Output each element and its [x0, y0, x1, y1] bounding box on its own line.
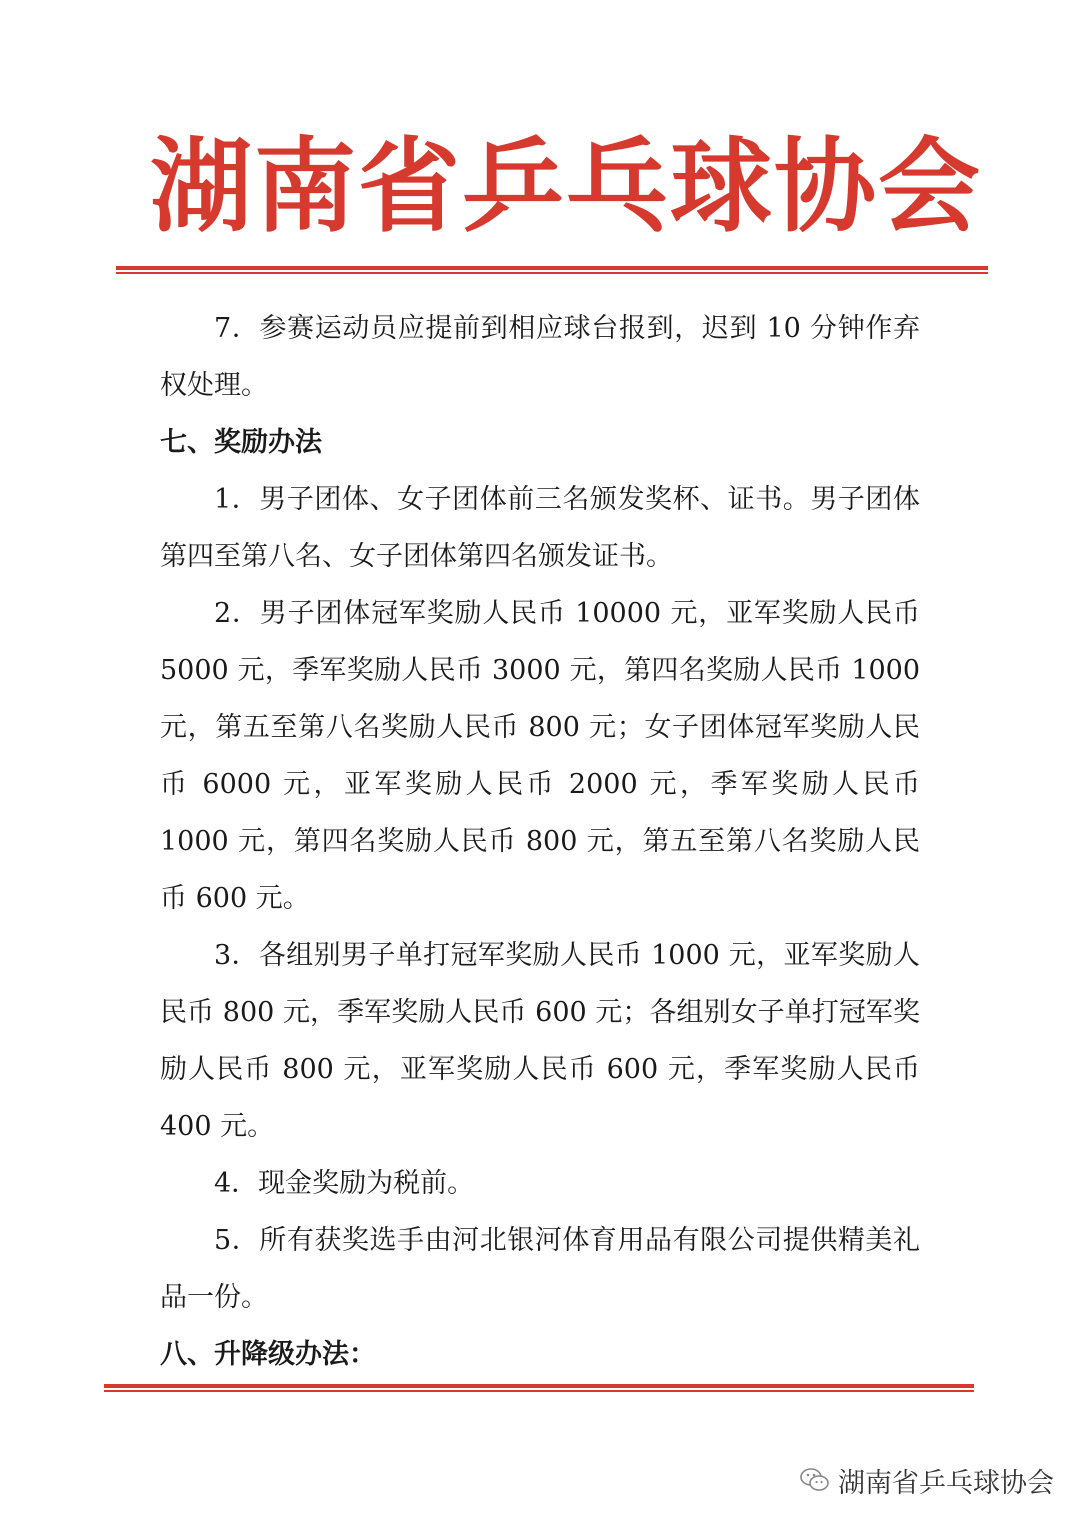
section-heading-awards: 七、奖励办法: [160, 427, 322, 458]
paragraph-award-3: 3．各组别男子单打冠军奖励人民币 1000 元，亚军奖励人民币 800 元，季军奖励人民币 600 元；各组别女子单打冠军奖励人民币 800 元，亚军奖励人民币 600 元，季军奖励人民币 400 元。: [160, 940, 920, 1142]
masthead-title: 湖南省乒乓球协会: [150, 128, 982, 247]
paragraph-award-4: 4．现金奖励为税前。: [214, 1168, 475, 1199]
footer-divider: [104, 1384, 974, 1394]
wechat-icon: [800, 1467, 830, 1493]
paragraph-item-7: 7．参赛运动员应提前到相应球台报到，迟到 10 分钟作弃权处理。: [160, 313, 920, 401]
paragraph-award-2: 2．男子团体冠军奖励人民币 10000 元，亚军奖励人民币 5000 元，季军奖励人民币 3000 元，第四名奖励人民币 1000 元，第五至第八名奖励人民币 800 元；女子团体冠军奖励人民币 6000 元，亚军奖励人民币 2000 元，季军奖励人民币 1000 元，第四名奖励人民币 800 元，第五至第八名奖励人民币 600 元。: [160, 598, 920, 914]
paragraph-award-5: 5．所有获奖选手由河北银河体育用品有限公司提供精美礼品一份。: [160, 1225, 920, 1313]
masthead-divider: [116, 266, 988, 276]
watermark: [800, 1460, 1054, 1500]
section-heading-promotion: 八、升降级办法：: [160, 1339, 376, 1370]
watermark-account-name: 湖南省乒乓球协会: [838, 1467, 1054, 1499]
document-body: [160, 300, 920, 1383]
paragraph-award-1: 1．男子团体、女子团体前三名颁发奖杯、证书。男子团体第四至第八名、女子团体第四名颁发证书。: [160, 484, 920, 572]
